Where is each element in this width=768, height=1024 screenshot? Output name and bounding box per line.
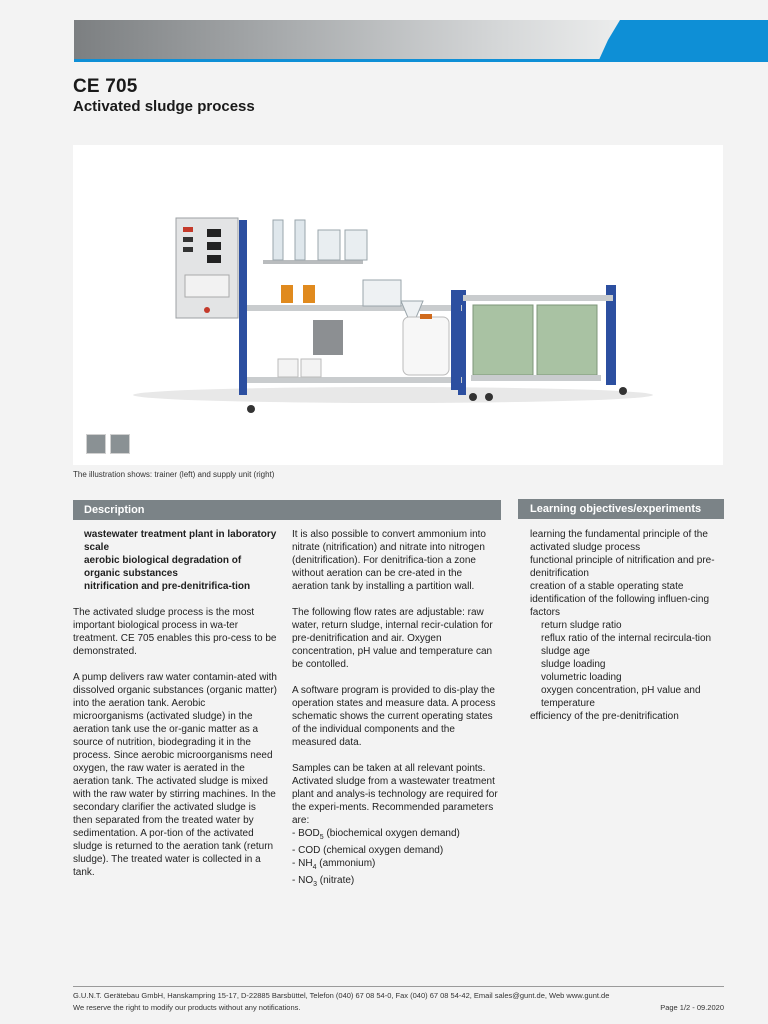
description-paragraph: A pump delivers raw water contamin-ated with dissolved organic substances (organic matter) into the aeration tank. Aerobic microorganisms (activated sludge) in the aeration tank use the or-ganic matter as a source of nutrition, biodegrading it in the process. Since aerobic microorganisms need oxygen, the raw water is aerated in the aeration tank. The activated sludge is mixed with the raw water by stirring machines. In the secondary clarifier the activated sludge is then separated from the treated water by sedimentation. A por-tion of the activated sludge is returned to the aeration tank (return sludge). The treated water is collected in a tank. — [73, 672, 277, 878]
trainer-illustration — [73, 145, 723, 465]
page-number: Page 1/2 - 09.2020 — [660, 1003, 724, 1012]
description-paragraph: A software program is provided to dis-play the operation states and measure data. A process schematic shows the current operating states of the individual components and the measured data. — [292, 685, 496, 748]
footer-address: G.U.N.T. Gerätebau GmbH, Hanskampring 15-17, D-22885 Barsbüttel, Telefon (040) 67 08 54-0, Fax (040) 67 08 54-42, Email sales@gunt.de, Web www.gunt.de — [73, 991, 610, 1000]
header-banner — [74, 20, 768, 62]
parameter-item: - $NH_4$ (ammonium) — [292, 858, 376, 871]
thumbnail-icon[interactable] — [86, 434, 106, 454]
learning-objectives-list — [530, 528, 724, 723]
learning-objective-item: reflux ratio of the internal recircula-tion — [541, 633, 712, 644]
product-code: CE 705 — [73, 76, 138, 97]
learning-objective-item: volumetric loading — [541, 672, 622, 683]
thumbnail-icon[interactable] — [110, 434, 130, 454]
description-paragraph: Samples can be taken at all relevant points. Activated sludge from a wastewater treatment plant and analys-is technology are required for the experi-ments. Recommended parameters are: — [292, 763, 498, 826]
footer — [73, 990, 724, 1014]
parameter-item: - $BOD_5$ (biochemical oxygen demand) — [292, 828, 460, 841]
learning-objective-item: efficiency of the pre-denitrification — [530, 711, 679, 722]
learning-objective-item: functional principle of nitrification and pre-denitrification — [530, 555, 715, 579]
description-paragraph: It is also possible to convert ammonium into nitrate (nitrification) and nitrate into nitrogen (denitrification). For denitrifica-tion a zone without aeration can be cre-ated in the aeration tank by installing a partition wall. — [292, 529, 486, 592]
learning-objective-item: oxygen concentration, pH value and temperature — [541, 685, 701, 709]
header-gradient — [74, 20, 634, 62]
product-title: Activated sludge process — [73, 98, 255, 115]
learning-objective-item: sludge loading — [541, 659, 606, 670]
feature-item: aerobic biological degradation of organic substances — [84, 555, 242, 579]
learning-objective-item: identification of the following influen-cing factors — [530, 594, 709, 618]
learning-objectives-heading: Learning objectives/experiments — [518, 499, 724, 519]
feature-item: nitrification and pre-denitrifica-tion — [84, 581, 251, 592]
learning-objective-item: creation of a stable operating state — [530, 581, 684, 592]
product-photo — [73, 145, 723, 465]
footer-notice: We reserve the right to modify our products without any notifications. — [73, 1003, 301, 1012]
learning-objective-item: return sludge ratio — [541, 620, 622, 631]
header-blue-tab — [598, 20, 768, 62]
learning-objective-item: learning the fundamental principle of the activated sludge process — [530, 529, 708, 553]
parameter-item: - COD (chemical oxygen demand) — [292, 845, 444, 856]
footer-divider — [73, 986, 724, 987]
learning-objective-item: sludge age — [541, 646, 590, 657]
feature-item: wastewater treatment plant in laboratory scale — [84, 529, 277, 553]
description-paragraph: The following flow rates are adjustable: raw water, return sludge, internal recir-culation for pre-denitrification and air. Oxygen concentration, pH value and temperature can be contolled. — [292, 607, 493, 670]
feature-list — [73, 528, 278, 593]
parameter-list — [292, 827, 500, 891]
description-column-2 — [292, 528, 500, 891]
description-column-1 — [73, 528, 278, 892]
description-heading: Description — [73, 500, 501, 520]
thumbnail-strip — [86, 434, 130, 454]
photo-caption: The illustration shows: trainer (left) and supply unit (right) — [73, 470, 275, 479]
header-blue-line — [74, 59, 768, 62]
description-paragraph: The activated sludge process is the most important biological process in wa-ter treatment. CE 705 enables this pro-cess to be demonstrated. — [73, 607, 277, 657]
parameter-item: - $NO_3$ (nitrate) — [292, 875, 355, 888]
